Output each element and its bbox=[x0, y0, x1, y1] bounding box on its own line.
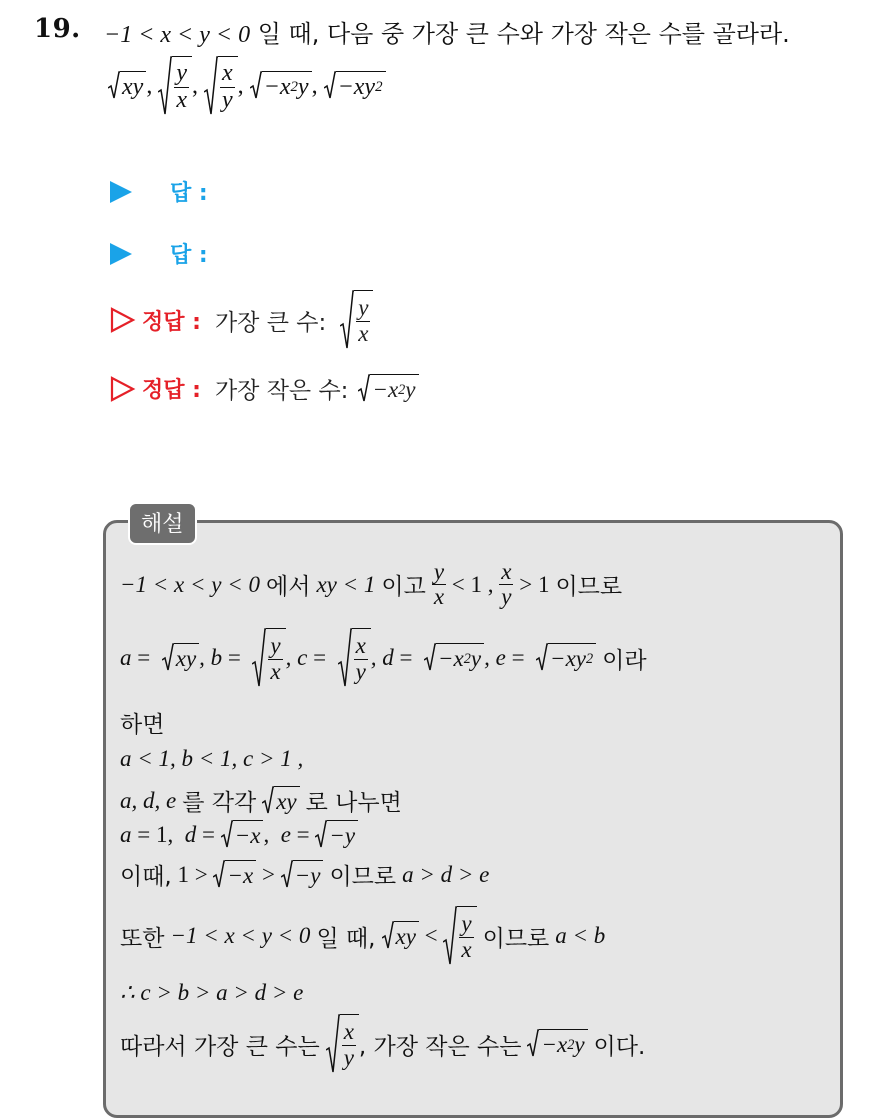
solution-line-3: 하면 bbox=[120, 712, 165, 738]
correct-label: 정답 : bbox=[142, 309, 201, 335]
largest-text: 가장 큰 수: bbox=[214, 309, 327, 336]
question-number: 19. bbox=[34, 14, 81, 44]
answer-blank-2 bbox=[110, 238, 208, 269]
question-condition: −1 < x < y < 0 bbox=[104, 22, 251, 48]
smallest-text: 가장 작은 수: bbox=[214, 378, 349, 404]
question-text bbox=[104, 14, 790, 49]
solution-line-4: a < 1, b < 1, c > 1 , bbox=[120, 746, 304, 771]
question-prompt: 일 때, 다음 중 가장 큰 수와 가장 작은 수를 골라라. bbox=[257, 20, 790, 48]
option-sqrt-neg-xy2: −xy 2 bbox=[324, 71, 386, 101]
solution-line-2: a = xy , b = $\frac{y}{x}$ , c = $\frac{x}{y}$ , d = −x 2 y , e = −xy 2 이라 bbox=[120, 628, 647, 688]
answer-label: 답 : bbox=[170, 181, 208, 206]
option-list: xy , $\frac{y}{x}$ , $\frac{x}{y}$ , −x 2 y , −xy 2 bbox=[108, 56, 386, 116]
solution-line-6: a = 1, d = −x , e = −y bbox=[120, 820, 358, 850]
correct-answer-smallest bbox=[110, 372, 419, 405]
answer-blank-1 bbox=[110, 176, 208, 207]
correct-label: 정답 : bbox=[142, 378, 201, 403]
answer-sqrt-neg-x2y: −x 2 y bbox=[358, 374, 418, 404]
outline-triangle-icon bbox=[110, 307, 136, 333]
option-sqrt-x-over-y: $\frac{x}{y}$ bbox=[204, 56, 238, 116]
answer-sqrt-y-over-x: $\frac{y}{x}$ bbox=[340, 290, 373, 350]
filled-triangle-icon bbox=[110, 181, 132, 203]
answer-label: 답 : bbox=[170, 243, 208, 268]
option-sqrt-y-over-x: $\frac{y}{x}$ bbox=[158, 56, 192, 116]
outline-triangle-icon bbox=[110, 376, 136, 402]
option-sqrt-xy: xy bbox=[108, 71, 146, 101]
option-sqrt-neg-x2y: −x 2 y bbox=[250, 71, 312, 101]
correct-answer-largest bbox=[110, 290, 373, 350]
solution-line-8: 또한 −1 < x < y < 0 일 때, xy < $\frac{y}{x}$ 이므로 a < b bbox=[120, 906, 605, 966]
solution-line-5: a, d, e 를 각각 xy 로 나누면 bbox=[120, 787, 402, 816]
solution-tag: 해설 bbox=[128, 502, 197, 545]
solution-line-1: −1 < x < y < 0 에서 xy < 1 이고 $\frac{y}{x}$ < 1 , $\frac{x}{y}$ > 1 이므로 bbox=[120, 559, 623, 610]
solution-line-7: 이때, 1 > −x > −y 이므로 a > d > e bbox=[120, 861, 490, 890]
filled-triangle-icon bbox=[110, 243, 132, 265]
solution-line-9: ∴ c > b > a > d > e bbox=[120, 980, 304, 1005]
solution-line-10: 따라서 가장 큰 수는 $\frac{x}{y}$ , 가장 작은 수는 −x 2 y 이다. bbox=[120, 1014, 645, 1074]
